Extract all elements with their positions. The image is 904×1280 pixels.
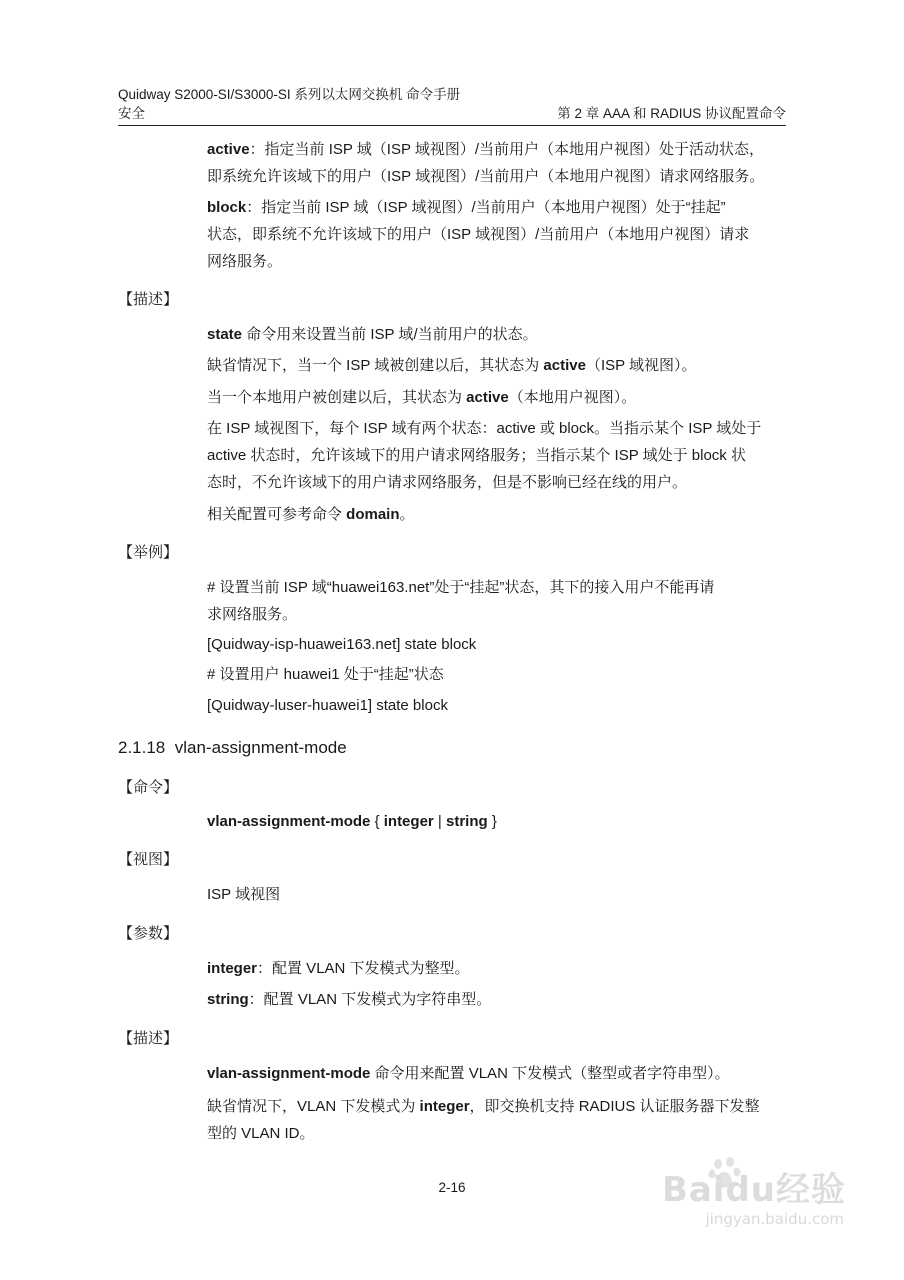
desc1-line5: 相关配置可参考命令 domain。 [207, 506, 415, 523]
baidu-watermark [646, 1162, 846, 1242]
desc1-line4b: active 状态时，允许该域下的用户请求网络服务；当指示某个 ISP 域处于 block 状 [207, 447, 746, 464]
heading-description-1: 【描述】 [118, 291, 179, 308]
heading-example: 【举例】 [118, 544, 179, 561]
desc2-line1: vlan-assignment-mode 命令用来配置 VLAN 下发模式（整型或者字符串型）。 [207, 1065, 730, 1082]
example-line4: # 设置用户 huawei1 处于“挂起”状态 [207, 666, 444, 683]
command-syntax: vlan-assignment-mode { integer | string } [207, 813, 497, 830]
desc2-line3: 型的 VLAN ID。 [207, 1125, 315, 1142]
param-string: string：配置 VLAN 下发模式为字符串型。 [207, 991, 492, 1008]
heading-parameters: 【参数】 [118, 925, 179, 942]
watermark-logo: Baidu经验 [661, 1170, 846, 1210]
kw-block: block [207, 199, 247, 216]
header-rule [118, 125, 786, 126]
section-heading: 2.1.18 vlan-assignment-mode [118, 738, 347, 757]
param-active-line1: active：指定当前 ISP 域（ISP 域视图）/当前用户（本地用户视图）处于活动状态， [207, 141, 765, 158]
desc1-line1: state 命令用来设置当前 ISP 域/当前用户的状态。 [207, 326, 538, 343]
heading-description-2: 【描述】 [118, 1030, 179, 1047]
desc1-line2: 缺省情况下，当一个 ISP 域被创建以后，其状态为 active（ISP 域视图）。 [207, 357, 697, 374]
watermark-url: jingyan.baidu.com [705, 1210, 844, 1228]
header-chapter: 第 2 章 AAA 和 RADIUS 协议配置命令 [557, 106, 786, 121]
desc1-line3: 当一个本地用户被创建以后，其状态为 active（本地用户视图）。 [207, 389, 637, 406]
header-section: 安全 [118, 106, 145, 121]
heading-command: 【命令】 [118, 779, 179, 796]
param-block-line1: block：指定当前 ISP 域（ISP 域视图）/当前用户（本地用户视图）处于“挂起” [207, 199, 726, 216]
header-title: Quidway S2000-SI/S3000-SI 系列以太网交换机 命令手册 [118, 87, 461, 102]
desc1-line4c: 态时，不允许该域下的用户请求网络服务，但是不影响已经在线的用户。 [207, 474, 688, 491]
desc2-line2: 缺省情况下，VLAN 下发模式为 integer，即交换机支持 RADIUS 认证服务器下发整 [207, 1098, 760, 1115]
param-integer: integer：配置 VLAN 下发模式为整型。 [207, 960, 470, 977]
kw-active: active [207, 141, 250, 158]
example-line1: # 设置当前 ISP 域“huawei163.net”处于“挂起”状态，其下的接入用户不能再请 [207, 579, 715, 596]
example-code1: [Quidway-isp-huawei163.net] state block [207, 636, 477, 653]
example-code2: [Quidway-luser-huawei1] state block [207, 697, 448, 714]
param-block-line2: 状态，即系统不允许该域下的用户（ISP 域视图）/当前用户（本地用户视图）请求 [207, 226, 750, 243]
page-number: 2-16 [438, 1180, 466, 1195]
param-active-line2: 即系统允许该域下的用户（ISP 域视图）/当前用户（本地用户视图）请求网络服务。 [207, 168, 765, 185]
example-line2: 求网络服务。 [207, 606, 298, 623]
param-block-line3: 网络服务。 [207, 253, 283, 270]
view-text: ISP 域视图 [207, 886, 281, 903]
heading-view: 【视图】 [118, 851, 179, 868]
desc1-line4a: 在 ISP 域视图下，每个 ISP 域有两个状态：active 或 block。当指示某个 ISP 域处于 [207, 420, 762, 437]
